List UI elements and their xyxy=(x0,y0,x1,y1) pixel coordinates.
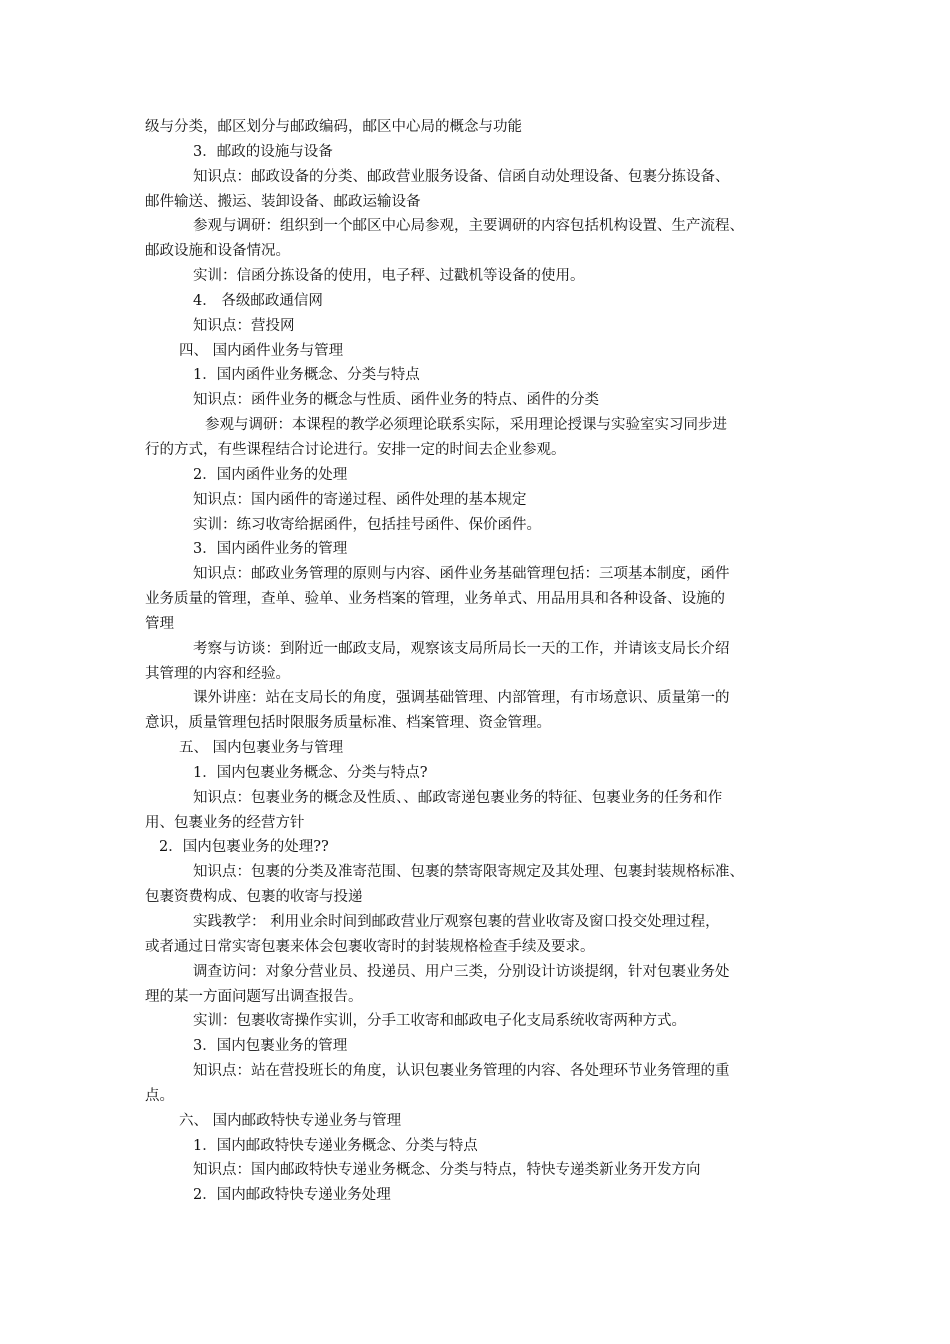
text-line: 参观与调研：组织到一个邮区中心局参观，主要调研的内容包括机构设置、生产流程、 xyxy=(193,218,744,235)
text-line: 其管理的内容和经验。 xyxy=(145,665,290,682)
subsection-heading: 1．国内函件业务概念、分类与特点 xyxy=(193,367,420,384)
subsection-heading: 2．国内邮政特快专递业务处理 xyxy=(193,1187,391,1204)
text-line: 包裹资费构成、包裹的收寄与投递 xyxy=(145,889,363,906)
subsection-heading: 3．邮政的设施与设备 xyxy=(193,143,333,160)
text-line: 知识点：国内邮政特快专递业务概念、分类与特点，特快专递类新业务开发方向 xyxy=(193,1162,701,1179)
subsection-heading: 2．国内包裹业务的处理?? xyxy=(159,839,329,856)
subsection-heading: 4． 各级邮政通信网 xyxy=(193,292,323,309)
subsection-heading: 1．国内包裹业务概念、分类与特点? xyxy=(193,764,428,781)
text-line: 或者通过日常实寄包裹来体会包裹收寄时的封装规格检查手续及要求。 xyxy=(145,938,595,955)
text-line: 邮政设施和设备情况。 xyxy=(145,243,290,260)
text-line: 知识点：邮政业务管理的原则与内容、函件业务基础管理包括：三项基本制度，函件 xyxy=(193,566,730,583)
subsection-heading: 1．国内邮政特快专递业务概念、分类与特点 xyxy=(193,1137,478,1154)
section-heading: 四、 国内函件业务与管理 xyxy=(179,342,344,359)
text-line: 课外讲座：站在支局长的角度，强调基础管理、内部管理，有市场意识、质量第一的 xyxy=(193,690,730,707)
text-line: 知识点：国内函件的寄递过程、函件处理的基本规定 xyxy=(193,491,527,508)
text-line: 调查访问：对象分营业员、投递员、用户三类，分别设计访谈提纲，针对包裹业务处 xyxy=(193,963,730,980)
text-line: 知识点：营投网 xyxy=(193,317,295,334)
subsection-heading: 3．国内包裹业务的管理 xyxy=(193,1038,348,1055)
text-line: 考察与访谈：到附近一邮政支局，观察该支局所局长一天的工作，并请该支局长介绍 xyxy=(193,640,730,657)
text-line: 实训：信函分拣设备的使用，电子秤、过戳机等设备的使用。 xyxy=(193,268,585,285)
text-line: 业务质量的管理，查单、验单、业务档案的管理，业务单式、用品用具和各种设备、设施的 xyxy=(145,591,725,608)
text-line: 意识，质量管理包括时限服务质量标准、档案管理、资金管理。 xyxy=(145,715,551,732)
text-line: 用、包裹业务的经营方针 xyxy=(145,814,305,831)
text-line: 邮件输送、搬运、装卸设备、邮政运输设备 xyxy=(145,193,421,210)
text-line: 知识点：包裹业务的概念及性质、、邮政寄递包裹业务的特征、包裹业务的任务和作 xyxy=(193,789,723,806)
document-page xyxy=(145,115,810,1208)
text-line: 知识点：函件业务的概念与性质、函件业务的特点、函件的分类 xyxy=(193,392,599,409)
text-line: 点。 xyxy=(145,1087,174,1104)
text-line: 实训：包裹收寄操作实训，分手工收寄和邮政电子化支局系统收寄两种方式。 xyxy=(193,1013,686,1030)
text-line: 实践教学： 利用业余时间到邮政营业厅观察包裹的营业收寄及窗口投交处理过程， xyxy=(193,914,720,930)
section-heading: 五、 国内包裹业务与管理 xyxy=(179,740,344,757)
text-line: 级与分类，邮区划分与邮政编码，邮区中心局的概念与功能 xyxy=(145,119,522,135)
text-line: 理的某一方面问题写出调查报告。 xyxy=(145,988,363,1005)
text-line: 管理 xyxy=(145,615,174,632)
text-line: 实训：练习收寄给据函件，包括挂号函件、保价函件。 xyxy=(193,516,541,533)
text-line: 行的方式，有些课程结合讨论进行。安排一定的时间去企业参观。 xyxy=(145,441,566,458)
subsection-heading: 3．国内函件业务的管理 xyxy=(193,541,348,558)
subsection-heading: 2．国内函件业务的处理 xyxy=(193,466,348,483)
section-heading: 六、 国内邮政特快专递业务与管理 xyxy=(179,1112,402,1129)
text-line: 知识点：包裹的分类及准寄范围、包裹的禁寄限寄规定及其处理、包裹封装规格标准、 xyxy=(193,864,744,881)
text-line: 知识点：站在营投班长的角度，认识包裹业务管理的内容、各处理环节业务管理的重 xyxy=(193,1063,730,1080)
text-line: 参观与调研：本课程的教学必须理论联系实际，采用理论授课与实验室实习同步进 xyxy=(205,417,727,434)
text-line: 知识点：邮政设备的分类、邮政营业服务设备、信函自动处理设备、包裹分拣设备、 xyxy=(193,168,730,185)
